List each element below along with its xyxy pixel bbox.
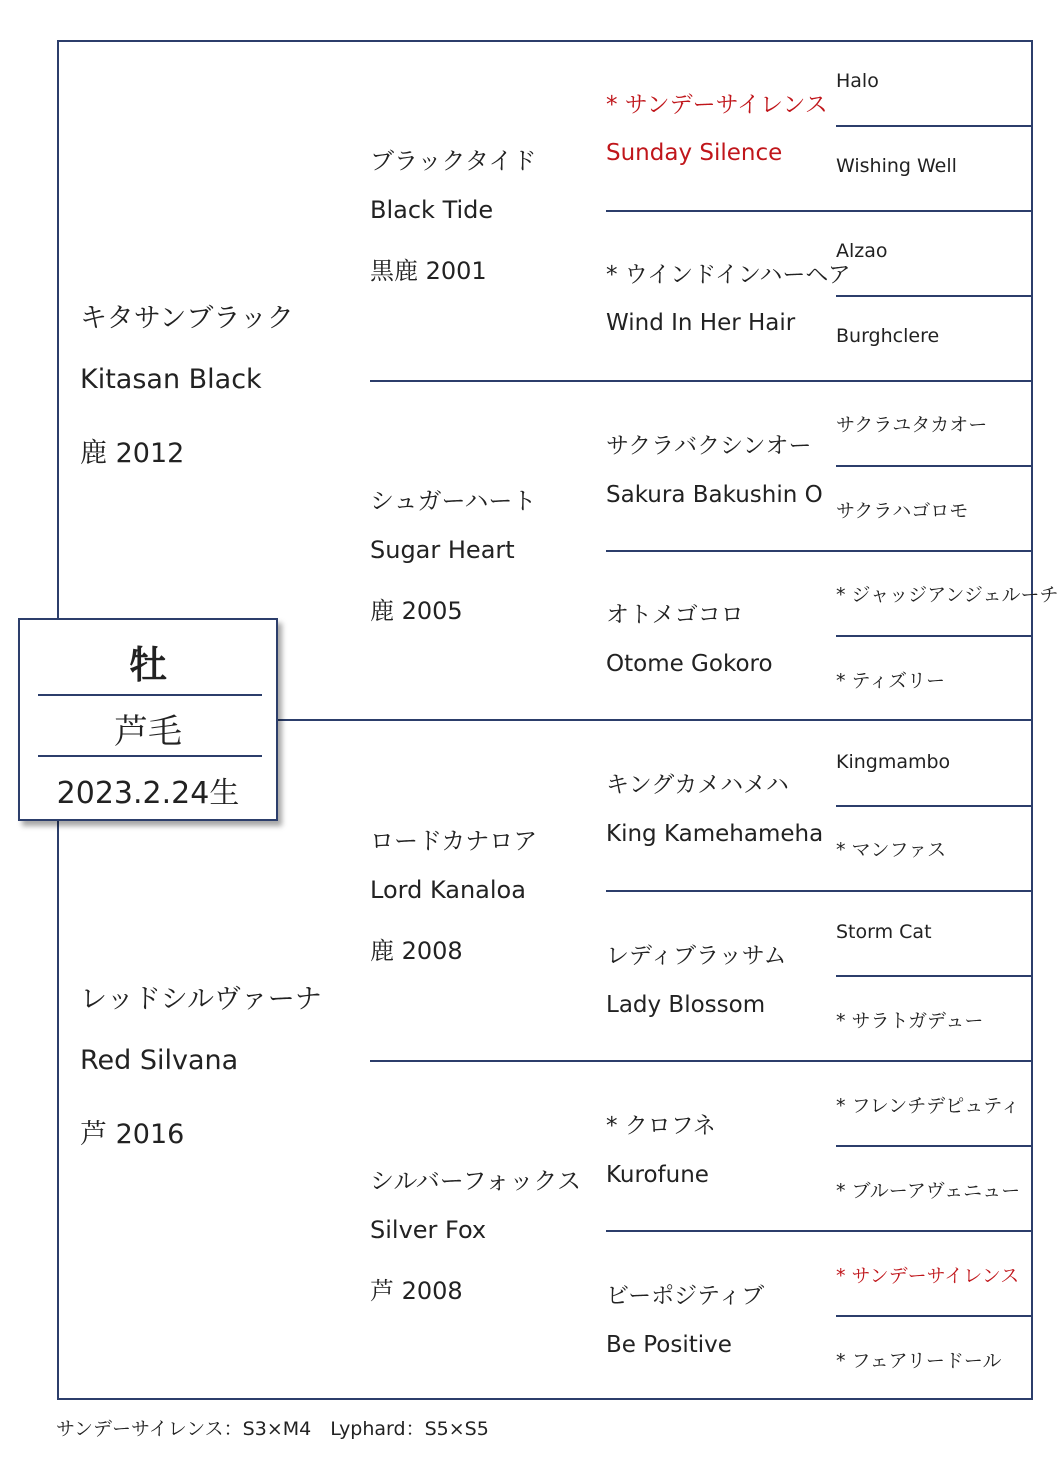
gen3-name-en: Kurofune (606, 1162, 709, 1188)
divider-gen4 (836, 295, 1033, 297)
divider-gen4 (836, 125, 1033, 127)
gen3-name-ja: オトメゴコロ (606, 602, 744, 628)
horse-info-divider (38, 694, 262, 696)
gen3-name-ja: ビーポジティブ (606, 1283, 765, 1309)
divider-gen2-bottom (370, 1060, 1033, 1062)
gen3-name-en: Wind In Her Hair (606, 310, 796, 336)
gen3-name-ja: キングカメハメハ (606, 772, 789, 798)
gen4-name: サクラユタカオー (836, 414, 988, 436)
gen2-dd-name-ja: シルバーフォックス (370, 1167, 582, 1195)
gen4-name: * マンファス (836, 839, 947, 861)
gen3-name-en: Sakura Bakushin O (606, 482, 823, 508)
divider-gen2-top (370, 380, 1033, 382)
divider-gen3 (606, 550, 1033, 552)
gen4-name: Burghclere (836, 325, 940, 347)
gen3-name-ja: * クロフネ (606, 1113, 716, 1139)
divider-gen4 (836, 1145, 1033, 1147)
gen3-name-en: King Kamehameha (606, 821, 824, 847)
divider-gen4 (836, 975, 1033, 977)
gen3-name-ja: * ウインドインハーヘア (606, 262, 851, 288)
sire-name-en: Kitasan Black (80, 364, 262, 395)
gen3-name-ja: サクラバクシンオー (606, 433, 812, 459)
gen2-sd-name-ja: シュガーハート (370, 487, 537, 515)
gen4-name: Alzao (836, 240, 888, 262)
gen3-name-en: Otome Gokoro (606, 651, 773, 677)
divider-gen4 (836, 635, 1033, 637)
gen2-ss-name-en: Black Tide (370, 196, 494, 224)
gen4-name: Kingmambo (836, 751, 951, 773)
gen2-sd-info: 鹿 2005 (370, 597, 463, 625)
gen4-name: * ジャッジアンジェルーチ (836, 584, 1059, 606)
gen4-name: Halo (836, 70, 879, 92)
gen4-name: * ブルーアヴェニュー (836, 1180, 1021, 1202)
gen2-dd-info: 芦 2008 (370, 1277, 463, 1305)
gen4-name: * サンデーサイレンス (836, 1265, 1020, 1287)
divider-gen3 (606, 1230, 1033, 1232)
gen2-ds-name-ja: ロードカナロア (370, 827, 538, 855)
gen4-name: * フェアリードール (836, 1350, 1002, 1372)
horse-color: 芦毛 (114, 712, 182, 752)
divider-gen3 (606, 210, 1033, 212)
gen4-name: * サラトガデュー (836, 1010, 984, 1032)
gen3-name-en: Lady Blossom (606, 992, 766, 1018)
horse-info-divider (38, 755, 262, 757)
gen3-name-en: Sunday Silence (606, 140, 783, 166)
divider-gen4 (836, 1315, 1033, 1317)
horse-sex: 牡 (128, 643, 167, 687)
gen2-ds-info: 鹿 2008 (370, 937, 463, 965)
dam-info: 芦 2016 (80, 1119, 185, 1150)
gen4-name: * ティズリー (836, 670, 946, 692)
gen2-ss-info: 黒鹿 2001 (370, 257, 487, 285)
horse-birth: 2023.2.24生 (56, 776, 240, 811)
divider-gen3 (606, 890, 1033, 892)
gen4-name: Wishing Well (836, 155, 957, 177)
divider-gen4 (836, 805, 1033, 807)
gen3-name-ja: * サンデーサイレンス (606, 92, 828, 118)
sire-info: 鹿 2012 (80, 438, 185, 469)
dam-name-en: Red Silvana (80, 1045, 239, 1076)
gen3-name-en: Be Positive (606, 1332, 732, 1358)
gen2-sd-name-en: Sugar Heart (370, 536, 515, 564)
gen2-ds-name-en: Lord Kanaloa (370, 876, 526, 904)
divider-gen1 (278, 719, 1033, 721)
gen4-name: * フレンチデピュティ (836, 1095, 1020, 1117)
inbreeding-note: サンデーサイレンス：S3×M4 Lyphard：S5×S5 (56, 1418, 489, 1440)
divider-gen4 (836, 465, 1033, 467)
gen4-name: サクラハゴロモ (836, 500, 969, 522)
horse-info-box (18, 618, 278, 821)
gen2-dd-name-en: Silver Fox (370, 1216, 487, 1244)
dam-name-ja: レッドシルヴァーナ (80, 984, 322, 1015)
sire-name-ja: キタサンブラック (80, 303, 294, 334)
gen3-name-ja: レディブラッサム (606, 943, 787, 969)
gen2-ss-name-ja: ブラックタイド (370, 147, 537, 175)
gen4-name: Storm Cat (836, 921, 932, 943)
